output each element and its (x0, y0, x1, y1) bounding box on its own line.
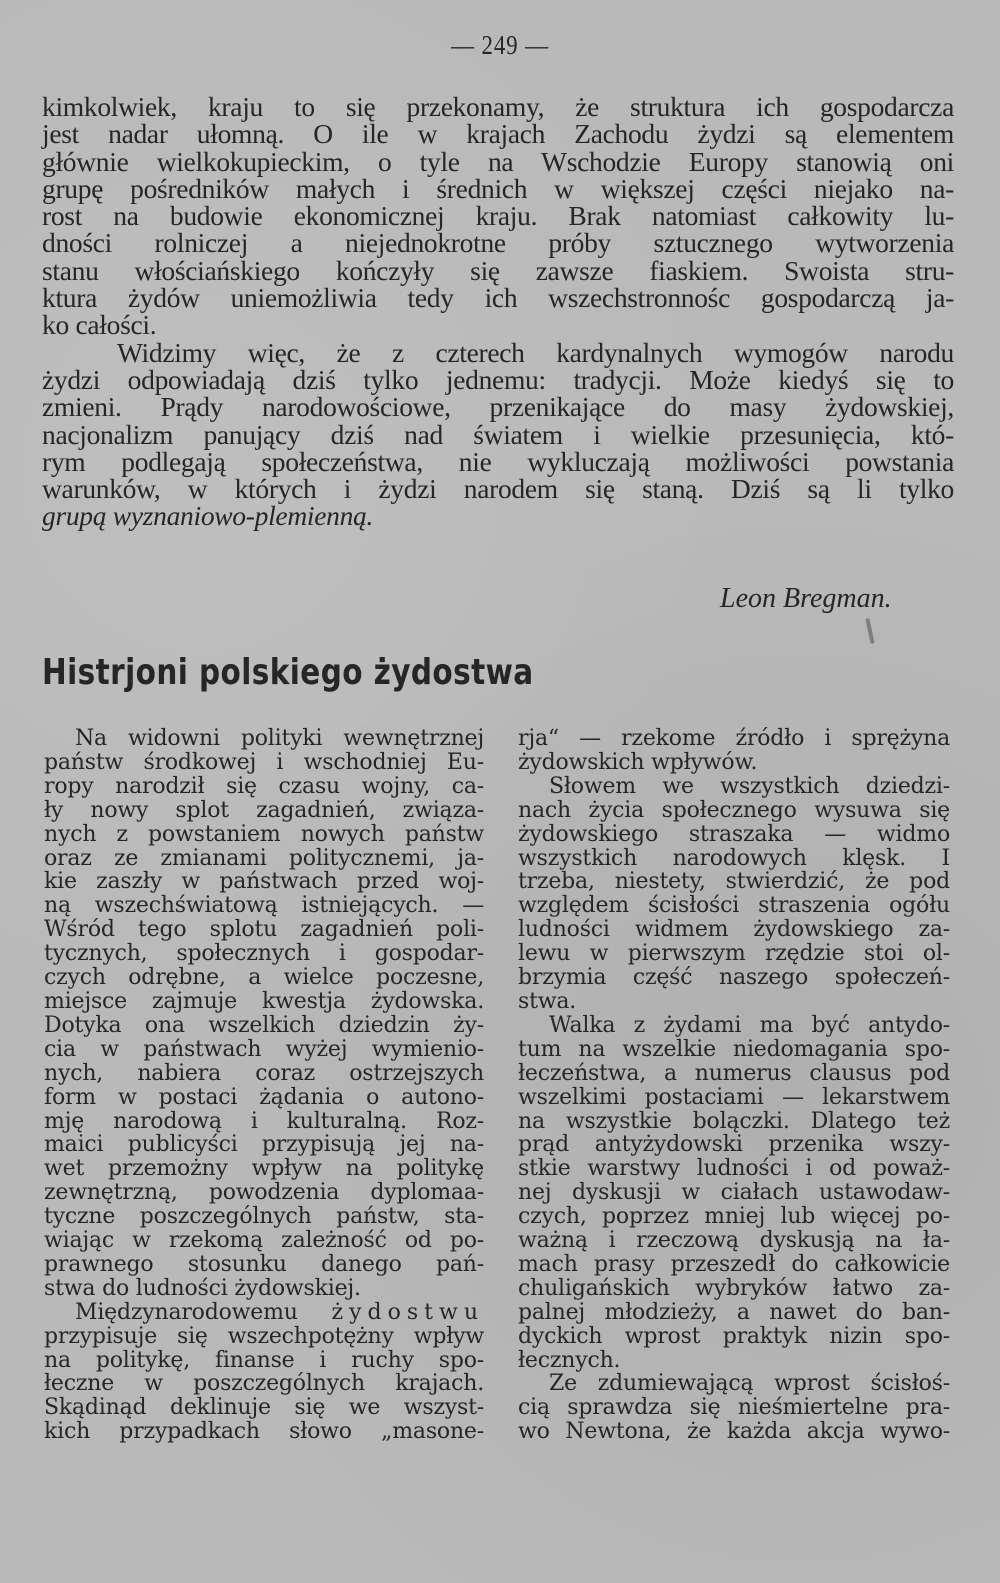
text-line: względem ścisłości straszenia ogółu (518, 893, 950, 919)
text-line: państw środkowej i wschodniej Eu- (44, 749, 484, 775)
text-line: żydowskiego straszaka — widmo (518, 821, 950, 847)
left-column (44, 727, 484, 1444)
text-line: nach życia społecznego wysuwa się (518, 797, 950, 823)
text-line: dności rolniczej a niejednokrotne próby sztucznego wytworzenia (42, 227, 954, 259)
text-line: ludności widmem żydowskiego za- (518, 917, 950, 943)
text-line-italic (42, 500, 954, 532)
text-line: ną wszechświatową istniejących. — (44, 893, 484, 919)
text-line: wet przemożny wpływ na politykę (44, 1156, 484, 1182)
text-line: Widzimy więc, że z czterech kardynalnych wymogów narodu (117, 336, 954, 368)
text-line: nych, nabiera coraz ostrzejszych (44, 1060, 484, 1086)
text-line: oraz ze zmianami politycznemi, ja- (44, 845, 484, 871)
text-line: stkie warstwy ludności i od poważ- (518, 1156, 950, 1182)
text-line: na wszystkie bolączki. Dlatego też (518, 1108, 950, 1134)
text-line: nych z powstaniem nowych państw (44, 821, 484, 847)
text-line: prąd antyżydowski przenika wszy- (518, 1132, 950, 1158)
text-line: rja“ — rzekome źródło i sprężyna (518, 726, 950, 751)
text-line: chuligańskich wybryków łatwo za- (518, 1275, 950, 1301)
text-line: tycznych, społecznych i gospodar- (44, 941, 484, 967)
text-line: żydzi odpowiadają dziś tylko jednemu: tradycji. Może kiedyś się to (42, 363, 954, 395)
text-line: ropy narodził się czasu wojny, ca- (44, 773, 484, 799)
text-line: stanu włościańskiego kończyły się zawsze fiaskiem. Swoista stru- (42, 254, 954, 286)
text-line: rost na budowie ekonomicznej kraju. Brak natomiast całkowity lu- (42, 200, 954, 232)
text-line: palnej młodzieży, a nawet do ban- (518, 1299, 950, 1325)
text-line: przypisuje się wszechpotężny wpływ (44, 1323, 484, 1349)
page-number: — 249 — (451, 30, 549, 60)
text-line: głównie wielkokupieckim, o tyle na Wschodzie Europy stanowią oni (42, 145, 954, 177)
text-line: łecznych. (518, 1347, 621, 1373)
text-line: Wśród tego splotu zagadnień poli- (44, 917, 484, 943)
text-line: maici publicyści przypisują jej na- (44, 1132, 484, 1158)
text-line: czych, poprzez mniej lub więcej po- (518, 1204, 950, 1230)
text-line: dyckich wprost praktyk nizin spo- (518, 1323, 950, 1349)
text-line: wo Newtona, że każda akcja wywo- (518, 1419, 950, 1445)
text-line: Walka z żydami ma być antydo- (549, 1012, 950, 1038)
text-line: ły nowy splot zagadnień, związa- (44, 797, 484, 823)
text-line: trzeba, niestety, stwierdzić, że pod (518, 869, 950, 895)
text-line: tyczne poszczególnych państw, sta- (44, 1204, 484, 1230)
text-line: kich przypadkach słowo „masone- (44, 1419, 484, 1445)
paper-stain (865, 618, 874, 644)
text-line: nacjonalizm panujący dziś nad światem i wielkie przesunięcia, któ- (42, 418, 954, 450)
text-line: Na widowni polityki wewnętrznej (75, 726, 484, 751)
text-line: stwa do ludności żydowskiej. (44, 1275, 361, 1301)
text-line: warunków, w których i żydzi narodem się staną. Dziś są li tylko (42, 473, 954, 505)
text-line: cią sprawdza się nieśmiertelne pra- (518, 1395, 950, 1421)
text-line: miejsce zajmuje kwestja żydowska. (44, 988, 484, 1014)
text-line: kimkolwiek, kraju to się przekonamy, że struktura ich gospodarcza (42, 91, 954, 122)
text-line: ko całości. (42, 309, 157, 341)
text-line: Słowem we wszystkich dziedzi- (549, 773, 950, 799)
text-line: mach prasy przeszedł do całkowicie (518, 1251, 950, 1277)
text-line: łeczeństwa, a numerus clausus pod (518, 1060, 950, 1086)
italic-phrase: grupą wyznaniowo-plemienną. (42, 500, 374, 532)
text-line: wszelkimi postaciami — lekarstwem (518, 1084, 950, 1110)
text-line: kie zaszły w państwach przed woj- (44, 869, 484, 895)
author-signature: Leon Bregman. (720, 583, 892, 614)
text-line: czych odrębne, a wielce poczesne, (44, 965, 484, 991)
text-line: wszystkich narodowych klęsk. I (518, 845, 950, 871)
text-line: brzymia część naszego społeczeń- (518, 965, 950, 991)
text-line: jest nadar ułomną. O ile w krajach Zachodu żydzi są elementem (42, 118, 954, 150)
text-line: stwa. (518, 988, 577, 1014)
right-column (518, 727, 950, 1444)
text-line: wiając w rzekomą zależność od po- (44, 1228, 484, 1254)
text-line: żydowskich wpływów. (518, 749, 758, 775)
text-line: ważną i rzeczową dyskusją na ła- (518, 1228, 950, 1254)
text-line: cia w państwach wyżej wymienio- (44, 1036, 484, 1062)
text-line: nej dyskusji w ciałach ustawodaw- (518, 1180, 950, 1206)
text-line: mję narodową i kulturalną. Roz- (44, 1108, 484, 1134)
text-fragment: Międzynarodowemu (75, 1299, 298, 1325)
text-line: prawnego stosunku danego pań- (44, 1251, 484, 1277)
text-line: ktura żydów uniemożliwia tedy ich wszechstronnośc gospodarczą ja- (42, 282, 954, 314)
text-line: Dotyka ona wszelkich dziedzin ży- (44, 1012, 484, 1038)
text-line: zmieni. Prądy narodowościowe, przenikające do masy żydowskiej, (42, 391, 954, 423)
article-title: Histrjoni polskiego żydostwa (42, 652, 534, 693)
text-line: Ze zdumiewającą wprost ścisłoś- (549, 1371, 950, 1397)
text-line-with-spaced-word (44, 1301, 484, 1325)
text-line: zewnętrzną, powodzenia dyplomaa- (44, 1180, 484, 1206)
text-line: rym podlegają społeczeństwa, nie wykluczają możliwości powstania (42, 445, 954, 477)
text-line: form w postaci żądania o autono- (44, 1084, 484, 1110)
text-line: tum na wszelkie niedomagania spo- (518, 1036, 950, 1062)
text-line: łeczne w poszczególnych krajach. (44, 1371, 484, 1397)
emphasized-word: żydostwu (331, 1299, 484, 1325)
text-line: lewu w pierwszym rzędzie stoi ol- (518, 941, 950, 967)
text-line: Skądinąd deklinuje się we wszyst- (44, 1395, 484, 1421)
text-line: na politykę, finanse i ruchy spo- (44, 1347, 484, 1373)
text-line: grupę pośredników małych i średnich w większej części niejako na- (42, 172, 954, 204)
previous-article-ending (42, 93, 954, 530)
